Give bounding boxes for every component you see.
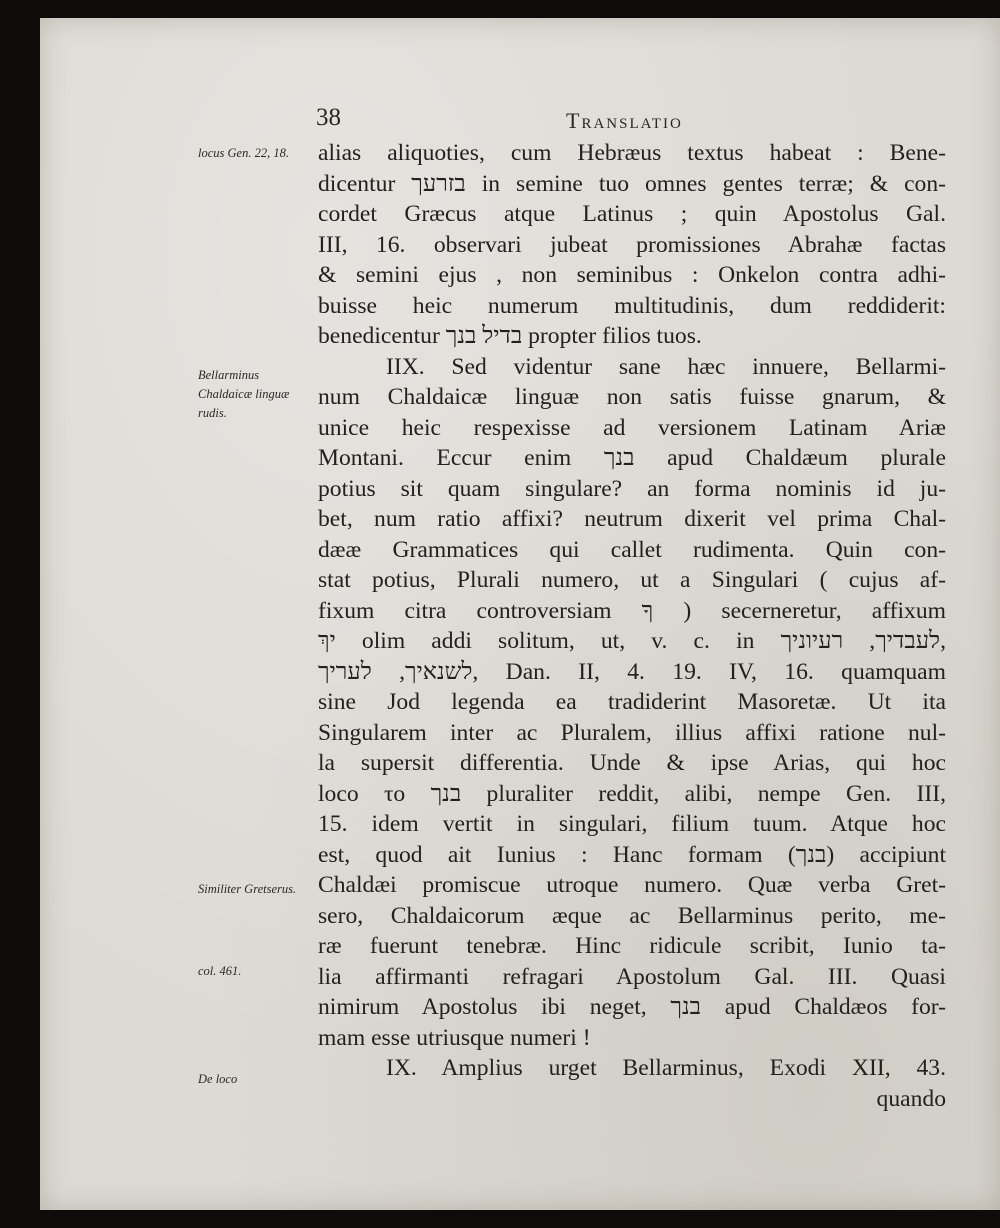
text-line: & semini ejus , non seminibus : Onkelon contra adhi- [318, 262, 946, 288]
text-line: dicentur בזרעך in semine tuo omnes gentes terræ; & con- [318, 170, 947, 197]
text-line: la supersit differentia. Unde & ipse Arias, qui hoc [318, 750, 946, 776]
text-line: est, quod ait Iunius : Hanc formam (בנך) accipiunt [318, 841, 947, 868]
text-line: bet, num ratio affixi? neutrum dixerit vel prima Chal- [318, 506, 946, 532]
margin-note-de-loco: De loco [198, 1072, 238, 1086]
text-line: num Chaldaicæ linguæ non satis fuisse gnarum, & [318, 384, 946, 410]
text-line: benedicentur בדיל בנך propter filios tuos. [318, 323, 702, 349]
margin-note-locus: locus Gen. 22, 18. [198, 146, 289, 160]
text-line: mam esse utriusque numeri ! [318, 1024, 591, 1051]
text-line: IIX. Sed videntur sane hæc innuere, Bellarmi- [386, 353, 946, 380]
text-line: unice heic respexisse ad versionem Latinam Ariæ [318, 414, 946, 441]
text-line: dææ Grammatices qui callet rudimenta. Quin con- [318, 536, 946, 563]
book-page [40, 18, 1000, 1210]
text-line: ræ fuerunt tenebræ. Hinc ridicule scribit, Iunio ta- [318, 933, 946, 959]
margin-note-gretserus: Similiter Gretserus. [198, 882, 297, 896]
margin-note-col: col. 461. [198, 964, 242, 978]
text-line: sine Jod legenda ea tradiderint Masoretæ. Ut ita [318, 689, 946, 715]
text-line: loco το בנך pluraliter reddit, alibi, nempe Gen. III, [318, 780, 946, 807]
text-line: fixum citra controversiam ךָ ) secerneretur, affixum [318, 597, 946, 624]
page-number: 38 [316, 104, 341, 131]
running-title: Translatio [566, 108, 683, 133]
text-line: lia affirmanti refragari Apostolum Gal. III. Quasi [318, 963, 946, 990]
text-line: Montani. Eccur enim בנך apud Chaldæum plurale [318, 445, 946, 471]
text-line: cordet Græcus atque Latinus ; quin Apostolus Gal. [318, 201, 946, 227]
text-line: nimirum Apostolus ibi neget, בנך apud Chaldæos for- [318, 994, 947, 1020]
text-line: 15. idem vertit in singulari, filium tuum. Atque hoc [318, 811, 946, 837]
text-line: III, 16. observari jubeat promissiones Abrahæ factas [318, 231, 946, 258]
text-line: IX. Amplius urget Bellarminus, Exodi XII, 43. [386, 1055, 946, 1081]
text-line: Chaldæi promiscue utroque numero. Quæ verba Gret- [318, 872, 946, 898]
catchword: quando [876, 1085, 946, 1112]
text-line: alias aliquoties, cum Hebræus textus habeat : Bene- [318, 140, 946, 166]
margin-note-bellarminus: Bellarminus Chaldaicæ linguæ rudis. [198, 368, 290, 420]
text-line: יךְ olim addi solitum, ut, v. c. in לעבדיך, רעיוניך, [318, 628, 946, 654]
body-text [318, 138, 946, 1114]
text-line: לשנאיך, לעריך, Dan. II, 4. 19. IV, 16. quamquam [318, 658, 946, 685]
text-line: potius sit quam singulare? an forma nominis id ju- [318, 475, 946, 502]
text-line: Singularem inter ac Pluralem, illius affixi ratione nul- [318, 719, 946, 746]
text-line: buisse heic numerum multitudinis, dum reddiderit: [318, 292, 946, 319]
text-line: stat potius, Plurali numero, ut a Singulari ( cujus af- [318, 567, 946, 593]
text-line: sero, Chaldaicorum æque ac Bellarminus perito, me- [318, 902, 946, 929]
